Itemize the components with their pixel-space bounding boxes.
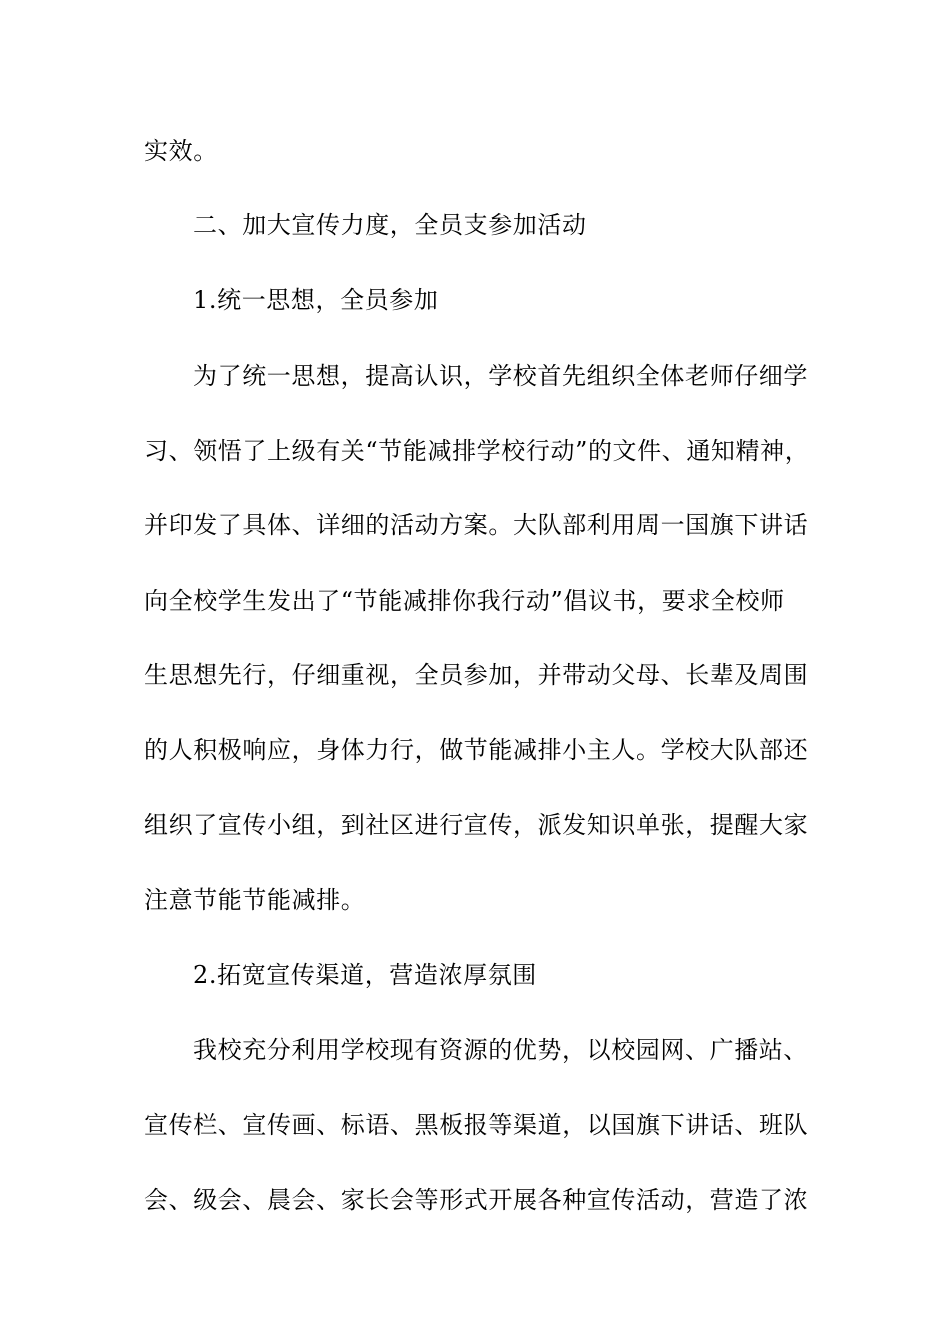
subsection-heading: 2.拓宽宣传渠道，营造浓厚氛围	[193, 961, 537, 989]
paragraph-line: 并印发了具体、详细的活动方案。大队部利用周一国旗下讲话	[144, 511, 809, 539]
paragraph-line: 的人积极响应，身体力行，做节能减排小主人。学校大队部还	[144, 736, 809, 764]
paragraph-line: 组织了宣传小组，到社区进行宣传，派发知识单张，提醒大家	[144, 811, 809, 839]
paragraph-line: 宣传栏、宣传画、标语、黑板报等渠道，以国旗下讲话、班队	[144, 1111, 809, 1139]
paragraph-line: 会、级会、晨会、家长会等形式开展各种宣传活动，营造了浓	[144, 1186, 809, 1214]
section-heading: 二、加大宣传力度，全员支参加活动	[193, 211, 587, 239]
paragraph-line: 生思想先行，仔细重视，全员参加，并带动父母、长辈及周围	[144, 661, 809, 689]
paragraph-line: 我校充分利用学校现有资源的优势，以校园网、广播站、	[193, 1036, 808, 1064]
subsection-heading: 1.统一思想，全员参加	[193, 286, 439, 314]
paragraph-line: 为了统一思想，提高认识，学校首先组织全体老师仔细学	[193, 362, 808, 390]
paragraph-line: 注意节能节能减排。	[144, 886, 366, 914]
paragraph-line: 向全校学生发出了“节能减排你我行动”倡议书，要求全校师	[144, 587, 785, 615]
paragraph-line: 习、领悟了上级有关“节能减排学校行动”的文件、通知精神，	[144, 437, 810, 465]
paragraph-line: 实效。	[144, 137, 218, 165]
